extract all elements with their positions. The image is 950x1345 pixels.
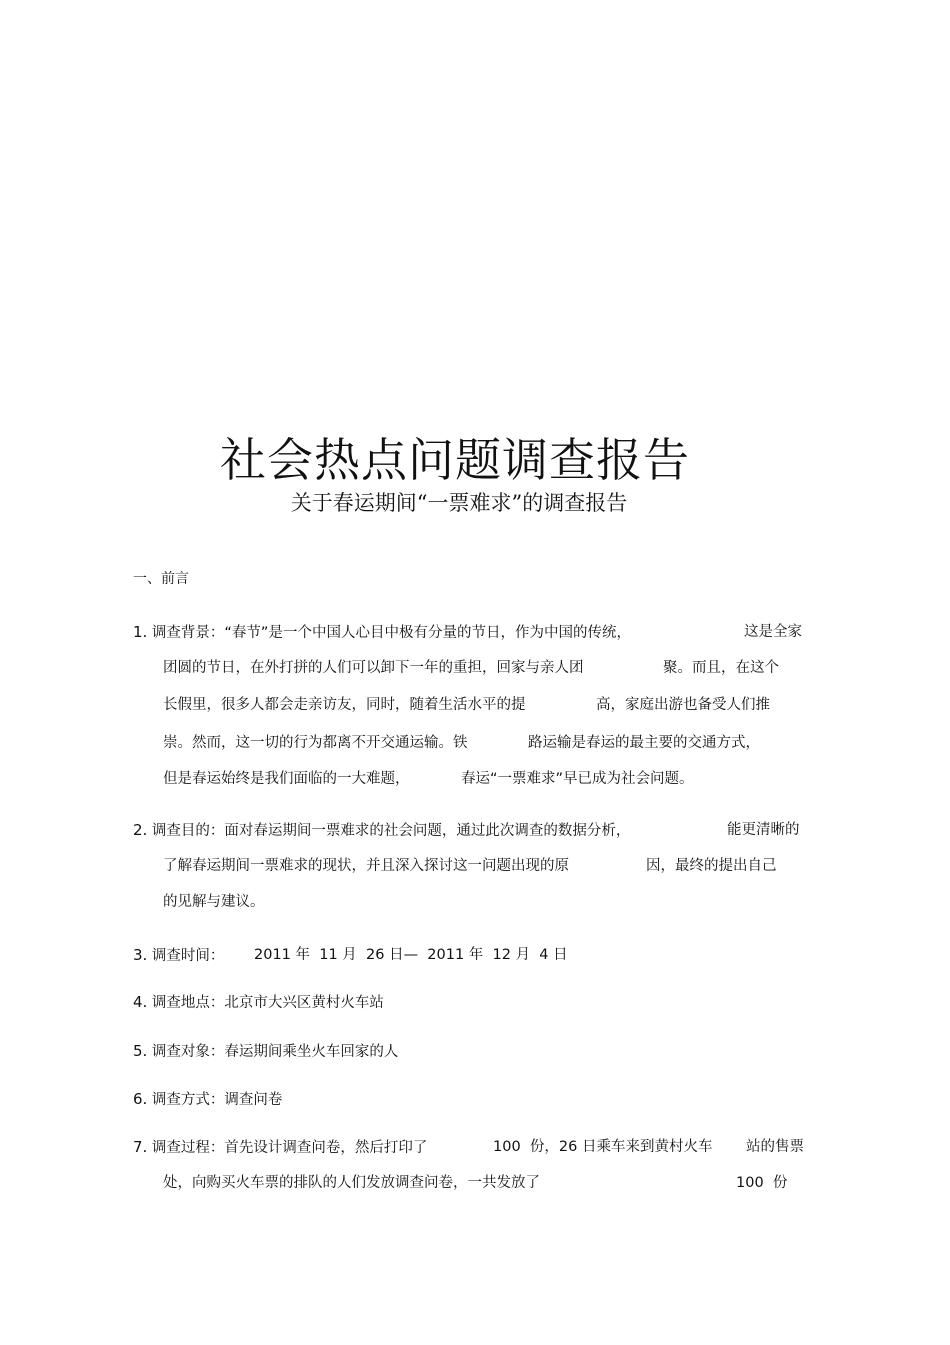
item-2-line-2: 了解春运期间一票难求的现状，并且深入探讨这一问题出现的原 bbox=[163, 858, 569, 874]
item-4-line bbox=[133, 992, 384, 1013]
item-2-number: 2. bbox=[133, 821, 148, 839]
item-1-line-2-tail: 聚。而且，在这个 bbox=[663, 660, 779, 676]
item-2-line-2-tail: 因，最终的提出自己 bbox=[646, 858, 777, 874]
item-1-line-2: 团圆的节日，在外打拼的人们可以卸下一年的重担，回家与亲人团 bbox=[163, 660, 584, 676]
item-1-line-4: 崇。然而，这一切的行为都离不开交通运输。铁 bbox=[163, 735, 468, 751]
item-7-line-1-mid: 100 份，26 日乘车来到黄村火车 bbox=[493, 1139, 713, 1155]
item-2-line-1 bbox=[133, 820, 630, 841]
item-7-line-2: 处，向购买火车票的排队的人们发放调查问卷，一共发放了 bbox=[163, 1175, 540, 1191]
item-7-line-1 bbox=[133, 1137, 427, 1158]
item-6-text: 调查方式：调查问卷 bbox=[151, 1092, 283, 1108]
item-5-number: 5. bbox=[133, 1042, 148, 1060]
item-7-text: 调查过程：首先设计调查问卷，然后打印了 bbox=[151, 1140, 428, 1156]
section-heading-preface: 一、前言 bbox=[133, 571, 189, 587]
item-1-number: 1. bbox=[133, 623, 148, 641]
item-2-line-3: 的见解与建议。 bbox=[163, 894, 265, 910]
item-1-line-4-tail: 路运输是春运的最主要的交通方式， bbox=[528, 735, 760, 751]
item-7-line-2-tail: 100 份 bbox=[736, 1175, 788, 1191]
item-5-text: 调查对象：春运期间乘坐火车回家的人 bbox=[151, 1044, 399, 1060]
report-subtitle: 关于春运期间“一票难求”的调查报告 bbox=[290, 491, 628, 515]
item-5-line bbox=[133, 1041, 398, 1062]
item-7-line-1-tail: 站的售票 bbox=[746, 1139, 804, 1155]
item-6-number: 6. bbox=[133, 1090, 148, 1108]
item-4-number: 4. bbox=[133, 993, 148, 1011]
item-1-line-5: 但是春运始终是我们面临的一大难题， bbox=[163, 771, 410, 787]
item-4-text: 调查地点：北京市大兴区黄村火车站 bbox=[151, 995, 384, 1011]
item-1-text: 调查背景：“春节”是一个中国人心目中极有分量的节日，作为中国的传统， bbox=[151, 625, 631, 641]
item-1-line-1-tail: 这是全家 bbox=[744, 624, 802, 640]
item-6-line bbox=[133, 1089, 282, 1110]
item-2-line-1-tail: 能更清晰的 bbox=[727, 822, 800, 838]
item-7-number: 7. bbox=[133, 1138, 148, 1156]
item-1-line-3-tail: 高，家庭出游也备受人们推 bbox=[596, 697, 770, 713]
item-3-line bbox=[133, 945, 224, 966]
item-1-line-3: 长假里，很多人都会走亲访友，同时，随着生活水平的提 bbox=[163, 697, 526, 713]
item-1-line-1 bbox=[133, 622, 631, 643]
item-1-line-5-tail: 春运“一票难求”早已成为社会问题。 bbox=[461, 771, 694, 787]
item-3-label: 调查时间： bbox=[151, 948, 225, 964]
item-2-text: 调查目的：面对春运期间一票难求的社会问题，通过此次调查的数据分析， bbox=[151, 823, 631, 839]
report-title: 社会热点问题调查报告 bbox=[220, 433, 690, 487]
item-3-number: 3. bbox=[133, 946, 148, 964]
item-3-date-range: 2011 年 11 月 26 日— 2011 年 12 月 4 日 bbox=[254, 947, 568, 963]
